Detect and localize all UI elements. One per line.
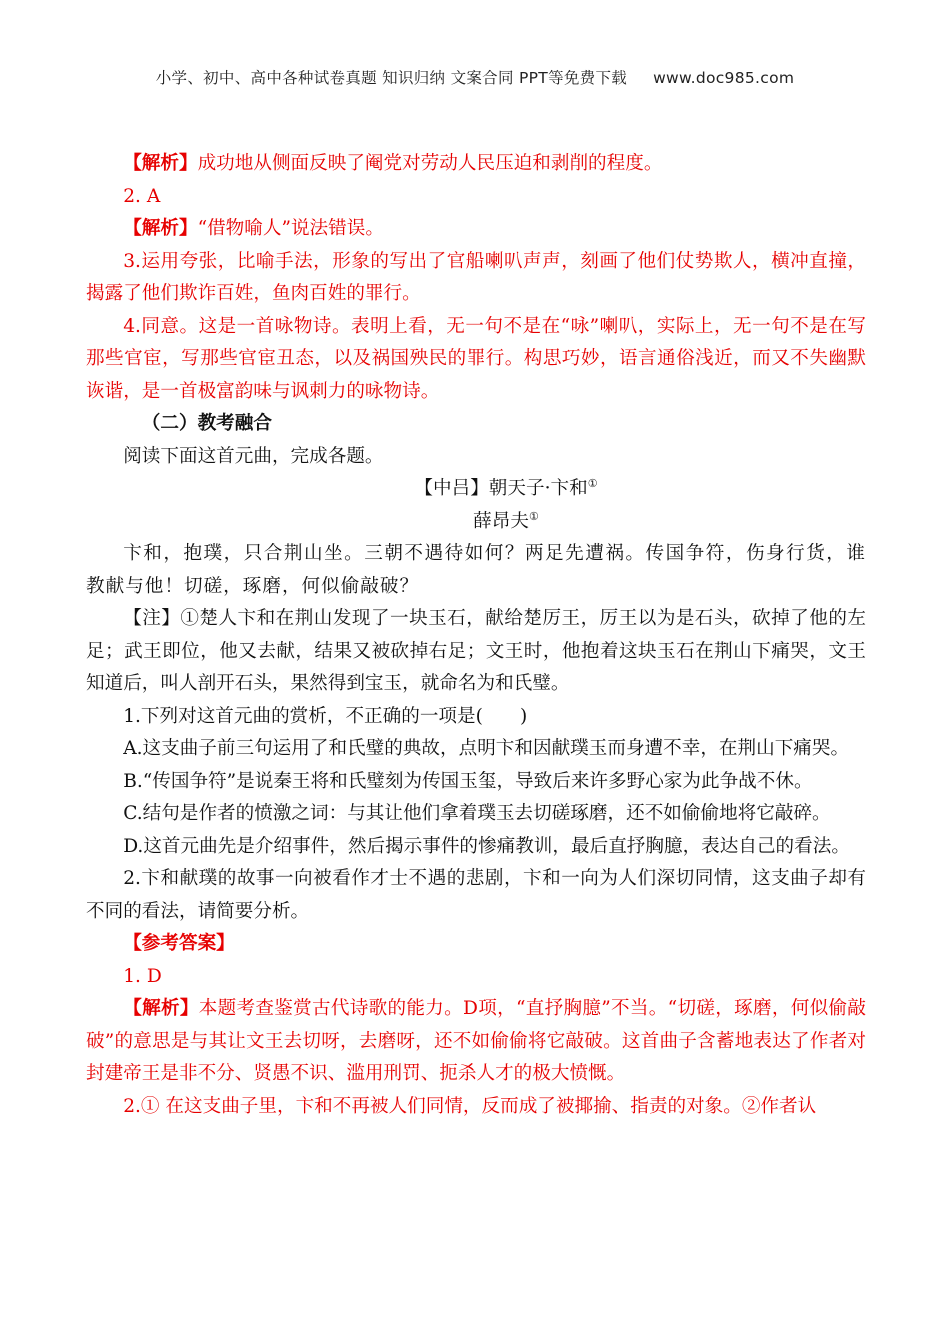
note-tag: 【注】 xyxy=(123,608,181,629)
note-text: ①楚人卞和在荆山发现了一块玉石，献给楚厉王，厉王以为是石头，砍掉了他的左足；武王即位，他又去献，结果又被砍掉右足；文王时，他抱着这块玉石在荆山下痛哭，文王知道后，叫人剖开石头，果然得到宝玉，就命名为和氏璧。 xyxy=(86,608,866,694)
answer-4: 4.同意。这是一首咏物诗。表明上看，无一句不是在“咏”喇叭，实际上，无一句不是在写那些官宦，写那些官宦丑态，以及祸国殃民的罪行。构思巧妙，语言通俗浅近，而又不失幽默诙谐，是一首极富韵味与讽刺力的咏物诗。 xyxy=(86,315,866,402)
option-b: B.“传国争符”是说秦王将和氏璧刻为传国玉玺，导致后来许多野心家为此争战不休。 xyxy=(123,770,813,792)
footnote-mark: ① xyxy=(528,509,539,523)
reading-intro: 阅读下面这首元曲，完成各题。 xyxy=(123,445,384,467)
section-heading: （二）教考融合 xyxy=(141,413,272,434)
jiexi-tag: 【解析】 xyxy=(123,998,199,1019)
answer-q1: 1. D xyxy=(123,965,162,987)
question-2: 2.卞和献璞的故事一向被看作才士不遇的悲剧，卞和一向为人们深切同情，这支曲子却有不同的看法，请简要分析。 xyxy=(86,868,866,922)
jiexi-text: 成功地从侧面反映了阉党对劳动人民压迫和剥削的程度。 xyxy=(197,153,663,174)
jiexi-answer-1 xyxy=(86,993,866,1091)
poem-note xyxy=(86,603,866,701)
document-body xyxy=(86,148,866,1123)
question-1: 1.下列对这首元曲的赏析，不正确的一项是( ) xyxy=(123,705,528,727)
option-a: A.这支曲子前三句运用了和氏璧的典故，点明卞和因献璞玉而身遭不幸，在荆山下痛哭。 xyxy=(123,738,850,759)
header-tagline: 小学、初中、高中各种试卷真题 知识归纳 文案合同 PPT等免费下载 xyxy=(155,69,628,87)
footnote-mark: ① xyxy=(587,476,598,490)
jiexi-paragraph-1 xyxy=(86,148,866,181)
jiexi-text: “借物喻人”说法错误。 xyxy=(197,218,384,239)
jiexi-tag: 【解析】 xyxy=(123,218,198,239)
answer-3: 3.运用夸张，比喻手法，形象的写出了官船喇叭声声，刻画了他们仗势欺人，横冲直撞，揭露了他们欺诈百姓，鱼肉百姓的罪行。 xyxy=(86,250,866,304)
page-header xyxy=(0,66,950,88)
poem-title xyxy=(86,473,866,506)
answer-2: 2. A xyxy=(123,185,161,207)
poem-text: 卞和，抱璞，只合荆山坐。三朝不遇待如何？两足先遭祸。传国争符，伤身行货，谁教献与他！切磋，琢磨，何似偷敲破？ xyxy=(86,543,866,597)
poem-author xyxy=(86,506,866,539)
jiexi-paragraph-2 xyxy=(86,213,866,246)
answer-q2: 2.① 在这支曲子里，卞和不再被人们同情，反而成了被揶揄、指责的对象。②作者认 xyxy=(123,1095,817,1117)
option-d: D.这首元曲先是介绍事件，然后揭示事件的惨痛教训，最后直抒胸臆，表达自己的看法。 xyxy=(123,835,850,857)
header-url[interactable]: www.doc985.com xyxy=(653,69,795,87)
reference-answer-tag: 【参考答案】 xyxy=(123,933,235,954)
option-c: C.结句是作者的愤激之词：与其让他们拿着璞玉去切磋琢磨，还不如偷偷地将它敲碎。 xyxy=(123,803,831,824)
poem-title-text: 【中吕】朝天子·卞和 xyxy=(414,478,588,499)
jiexi-tag: 【解析】 xyxy=(123,153,198,174)
poem-author-text: 薛昂夫 xyxy=(473,510,529,532)
jiexi-text: 本题考查鉴赏古代诗歌的能力。D项，“直抒胸臆”不当。“切磋，琢磨，何似偷敲破”的意思是与其让文王去切呀，去磨呀，还不如偷偷将它敲破。这首曲子含蓄地表达了作者对封建帝王是非不分、贤愚不识、滥用刑罚、扼杀人才的极大愤慨。 xyxy=(86,998,866,1084)
